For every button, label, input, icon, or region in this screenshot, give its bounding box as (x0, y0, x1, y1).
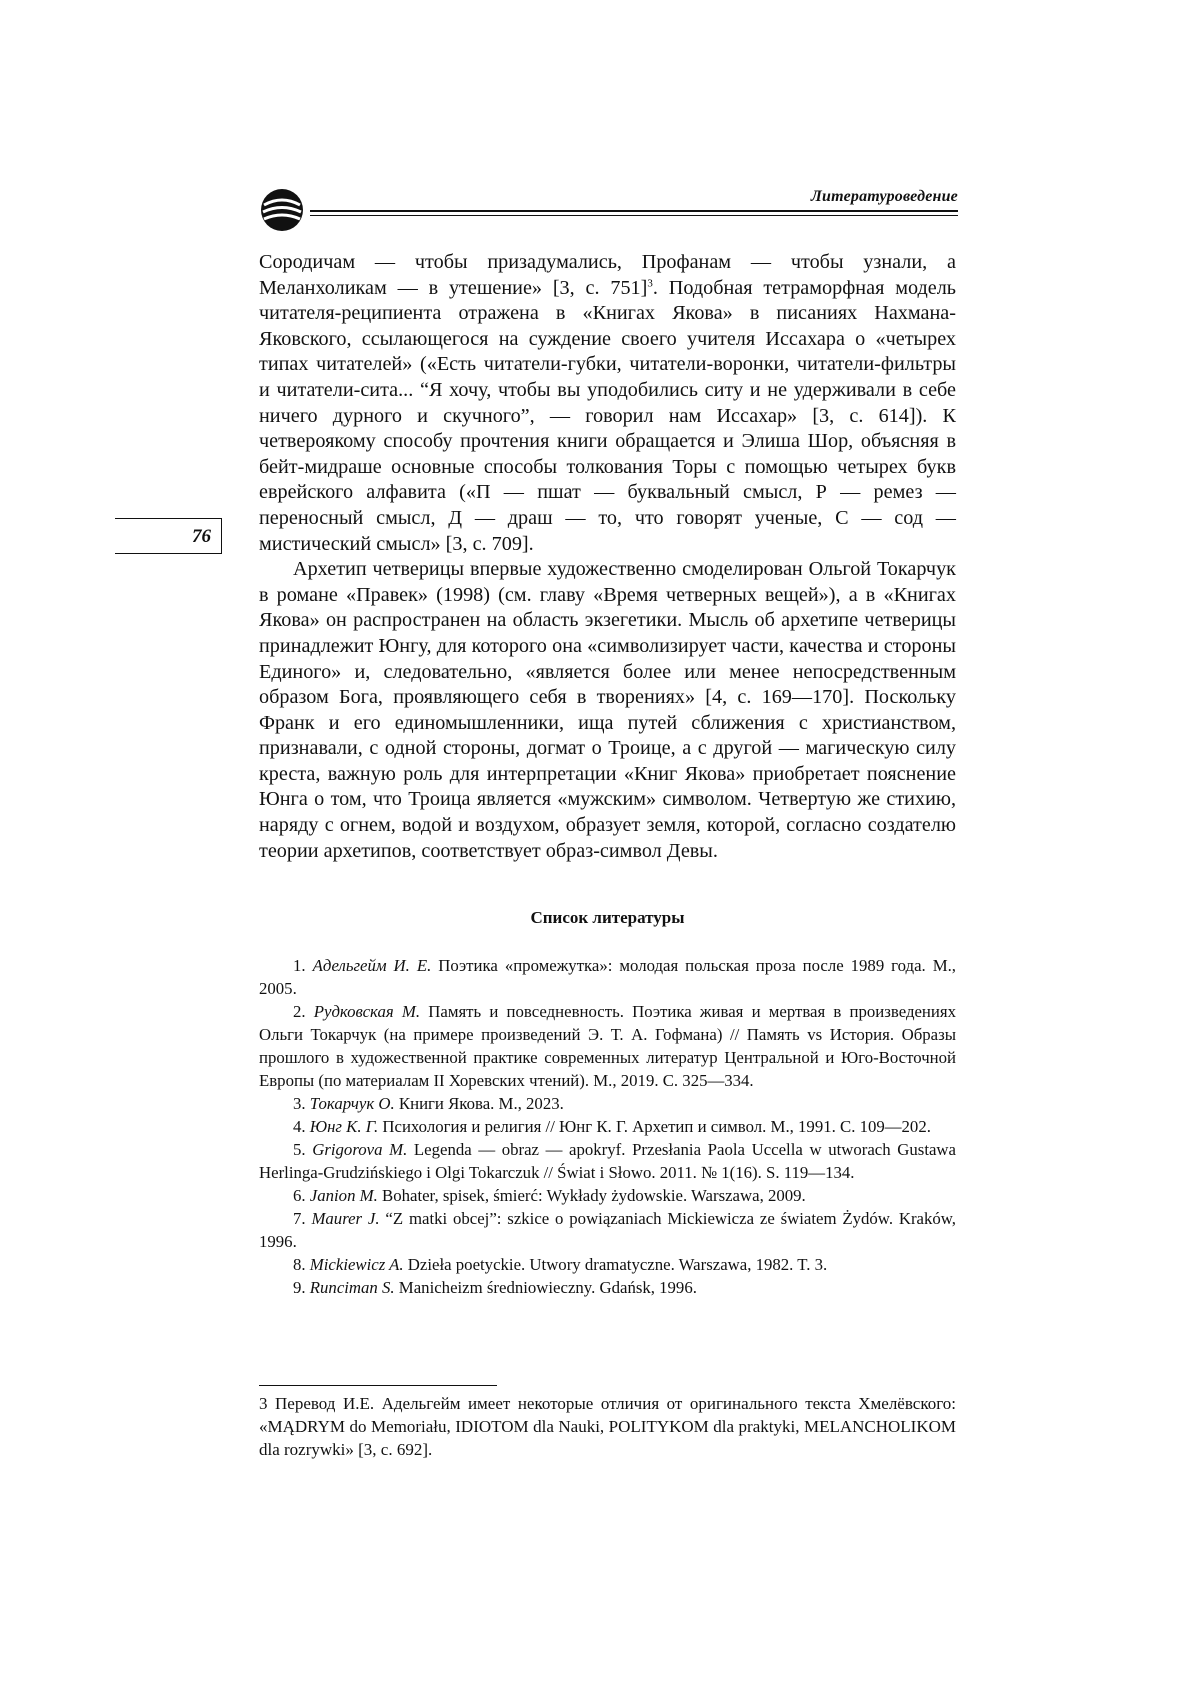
section-title: Литературоведение (810, 188, 958, 205)
article-body (259, 250, 956, 864)
reference-item: 2. Рудковская М. Память и повседневность. Поэтика живая и мертвая в произведениях Ольги Токарчук (на примере произведений Э. Т. А. Гофмана) // Память vs История. Образы прошлого в художественной практике современных литератур Центральной и Юго-Восточной Европы (по материалам II Хоревских чтений). М., 2019. С. 325—334. (259, 1002, 957, 1090)
reference-item: 7. Maurer J. “Z matki obcej”: szkice o powiązaniach Mickiewicza ze światem Żydów. Kraków, 1996. (259, 1209, 957, 1251)
footnote-text: 3 Перевод И.Е. Адельгейм имеет некоторые отличия от оригинального текста Хмелёвского: «MĄDRYM do Memoriału, IDIOTOM dla Nauki, POLITYKOM dla praktyki, MELANCHOLIKOM dla rozrywki» [3, с. 692]. (259, 1394, 956, 1459)
reference-item: 4. Юнг К. Г. Психология и религия // Юнг К. Г. Архетип и символ. М., 1991. С. 109—202. (293, 1117, 931, 1136)
reference-item: 6. Janion M. Bohater, spisek, śmierć: Wykłady żydowskie. Warszawa, 2009. (293, 1186, 806, 1205)
reference-item: 5. Grigorova M. Legenda — obraz — apokryf. Przesłania Paola Uccella w utworach Gustawa Herlinga-Grudzińskiego i Olgi Tokarczuk // Świat i Słowo. 2011. № 1(16). S. 119—134. (259, 1140, 957, 1182)
paragraph-1 (259, 250, 956, 557)
footnote-marker: 3 (647, 276, 653, 289)
reference-item: 3. Токарчук О. Книги Якова. М., 2023. (293, 1094, 564, 1113)
reference-item: 8. Mickiewicz A. Dzieła poetyckie. Utwory dramatyczne. Warszawa, 1982. T. 3. (293, 1255, 828, 1274)
reference-item: 1. Адельгейм И. Е. Поэтика «промежутка»: молодая польская проза после 1989 года. М., 2005. (259, 956, 957, 998)
page-number-box (115, 518, 222, 554)
running-header (258, 186, 958, 234)
paragraph-1-text-a: Сородичам — чтобы призадумались, Профанам — чтобы узнали, а Меланхоликам — в утешение» [3, с. 751] (259, 251, 956, 299)
reference-item: 9. Runciman S. Manicheizm średniowieczny. Gdańsk, 1996. (293, 1278, 697, 1297)
header-rule-thick (310, 210, 958, 212)
references-title: Список литературы (530, 908, 685, 927)
journal-logo-icon (258, 186, 306, 234)
footnote-separator (259, 1385, 497, 1386)
paragraph-1-text-b: . Подобная тетраморфная модель читателя-реципиента отражена в «Книгах Якова» в писаниях Нахмана-Яковского, ссылающегося на суждение своего учителя Иссахара о «четырех типах читателей» («Есть читатели-губки, читатели-воронки, читатели-фильтры и читатели-сита... “Я хочу, чтобы вы уподобились ситу и не удерживали в себе ничего дурного и скучного”, — говорил нам Иссахар» [3, с. 614]). К четвероякому способу прочтения книги обращается и Элиша Шор, объясняя в бейт-мидраше основные способы толкования Торы с помощью четырех букв еврейского алфавита («П — пшат — буквальный смысл, Р — ремез — переносный смысл, Д — драш — то, что говорят ученые, С — сод — мистический смысл» [3, с. 709]. (259, 276, 956, 555)
page-number: 76 (192, 526, 211, 547)
paragraph-2: Архетип четверицы впервые художественно смоделирован Ольгой Токарчук в романе «Правек» (1998) (см. главу «Время четверных вещей»), а в «Книгах Якова» он распространен на область экзегетики. Мысль об архетипе четверицы принадлежит Юнгу, для которого она «символизирует части, качества и стороны Единого» и, следовательно, «является более или менее непосредственным образом Бога, проявляющего себя в творениях» [4, с. 169—170]. Поскольку Франк и его единомышленники, ища путей сближения с христианством, признавали, с одной стороны, догмат о Троице, а с другой — магическую силу креста, важную роль для интерпретации «Книг Якова» приобретает пояснение Юнга о том, что Троица является «мужским» символом. Четвертую же стихию, наряду с огнем, водой и воздухом, образует земля, которой, согласно создателю теории архетипов, соответствует образ-символ Девы. (259, 558, 956, 862)
footnote (259, 1392, 956, 1461)
references-list (259, 954, 956, 1299)
header-rule-thin (310, 215, 958, 216)
